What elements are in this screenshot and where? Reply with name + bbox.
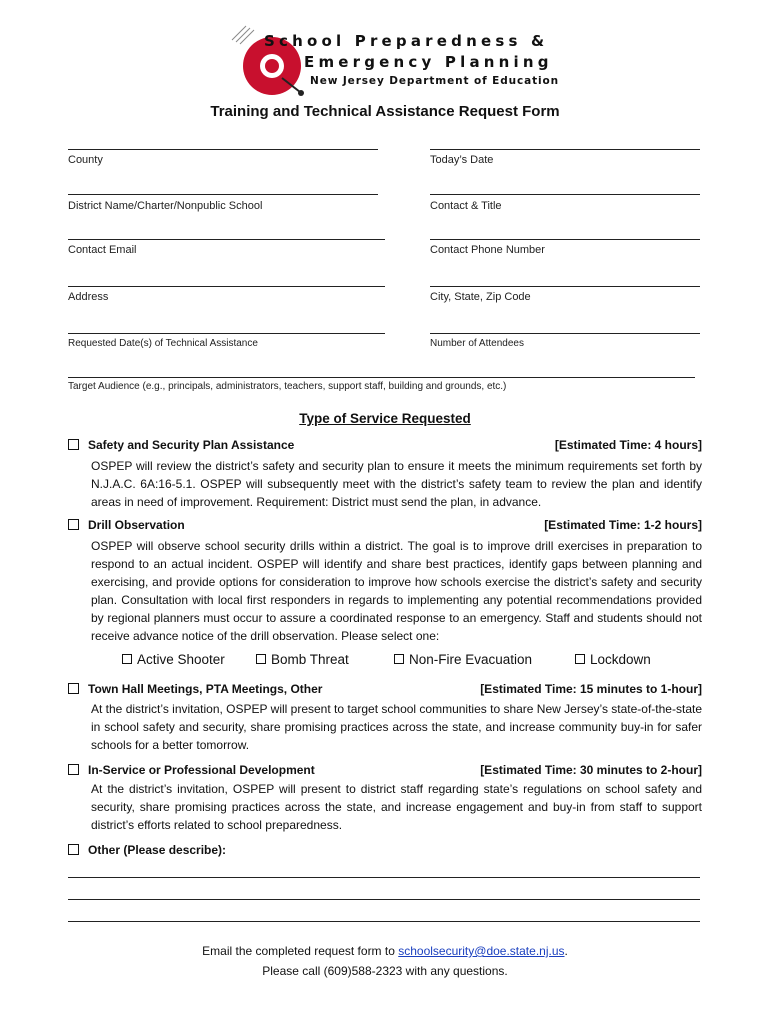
option-label: Active Shooter <box>137 652 225 667</box>
target-audience-label: Target Audience (e.g., principals, administrators, teachers, support staff, building and grounds, etc.) <box>68 381 507 392</box>
other-description-line-3[interactable] <box>68 921 700 922</box>
requested-dates-line[interactable] <box>68 333 385 334</box>
service-safety-plan[interactable] <box>68 438 702 452</box>
address-line[interactable] <box>68 286 385 287</box>
option-label: Lockdown <box>590 652 651 667</box>
option-label: Non-Fire Evacuation <box>409 652 533 667</box>
service-name: In-Service or Professional Development <box>88 763 315 777</box>
attendees-label: Number of Attendees <box>430 338 524 349</box>
service-description: At the district’s invitation, OSPEP will present to target school communities to share New Jersey’s state-of-the-state in school safety and security, share promising practices across the state, and increase community buy-in for safer schools for a better tomorrow. <box>91 702 702 752</box>
logo-line3: New Jersey Department of Education <box>310 75 560 87</box>
todays-date-label: Today’s Date <box>430 154 494 166</box>
checkbox-icon[interactable] <box>122 654 132 664</box>
email-link[interactable]: schoolsecurity@doe.state.nj.us <box>398 944 565 958</box>
contact-phone-label: Contact Phone Number <box>430 244 545 256</box>
checkbox-icon[interactable] <box>68 683 79 694</box>
other-description-line-2[interactable] <box>68 899 700 900</box>
address-label: Address <box>68 291 109 303</box>
attendees-line[interactable] <box>430 333 700 334</box>
service-town-hall[interactable] <box>68 682 702 696</box>
checkbox-icon[interactable] <box>68 764 79 775</box>
option-bomb-threat[interactable] <box>256 652 349 667</box>
district-label: District Name/Charter/Nonpublic School <box>68 200 263 212</box>
service-description: OSPEP will review the district’s safety and security plan to ensure it meets the minimum requirements set forth by N.J.A.C. 6A:16-5.1. OSPEP will subsequently meet with the district’s safety team to review the plan and identify areas in need of improvement. Requirement: District must send the plan, in advance. <box>91 459 702 509</box>
service-estimate: [Estimated Time: 15 minutes to 1-hour] <box>480 682 702 696</box>
service-description: OSPEP will observe school security drills within a district. The goal is to improve drill exercises in preparation to respond to an actual incident. OSPEP will identify and share best practices, identify gaps between planning and exercising, and provide options for consideration to improve how schools exercise the district’s safety and security plan. Consultation with local first responders in regards to implementing any potential recommendations provided by regional planners must occur to assure a coordinated response to an emergency. Staff and students should not receive advance notice of the drill observation. Please select one: <box>91 539 702 643</box>
option-non-fire-evacuation[interactable] <box>394 652 532 667</box>
phone-instruction: Please call (609)588-2323 with any questions. <box>262 964 508 978</box>
todays-date-line[interactable] <box>430 149 700 150</box>
service-name: Drill Observation <box>88 518 185 532</box>
service-estimate: [Estimated Time: 1-2 hours] <box>544 518 702 532</box>
section-title: Type of Service Requested <box>299 411 471 426</box>
option-label: Bomb Threat <box>271 652 349 667</box>
logo-line1: School Preparedness & <box>264 32 549 50</box>
contact-phone-line[interactable] <box>430 239 700 240</box>
service-name: Town Hall Meetings, PTA Meetings, Other <box>88 682 323 696</box>
service-drill-observation[interactable] <box>68 518 702 532</box>
email-instruction <box>0 944 770 958</box>
service-estimate: [Estimated Time: 30 minutes to 2-hour] <box>480 763 702 777</box>
city-state-zip-label: City, State, Zip Code <box>430 291 531 303</box>
service-in-service[interactable] <box>68 763 702 777</box>
city-state-zip-line[interactable] <box>430 286 700 287</box>
checkbox-icon[interactable] <box>256 654 266 664</box>
service-name: Other (Please describe): <box>88 843 227 857</box>
contact-email-label: Contact Email <box>68 244 137 256</box>
email-suffix: . <box>564 944 568 958</box>
service-other[interactable] <box>68 843 702 857</box>
email-prefix: Email the completed request form to <box>202 944 399 958</box>
county-line[interactable] <box>68 149 378 150</box>
district-line[interactable] <box>68 194 378 195</box>
logo-line2: Emergency Planning <box>304 53 553 71</box>
other-description-line-1[interactable] <box>68 877 700 878</box>
service-name: Safety and Security Plan Assistance <box>88 438 295 452</box>
requested-dates-label: Requested Date(s) of Technical Assistance <box>68 338 258 349</box>
checkbox-icon[interactable] <box>68 519 79 530</box>
contact-title-label: Contact & Title <box>430 200 502 212</box>
county-label: County <box>68 154 103 166</box>
checkbox-icon[interactable] <box>68 439 79 450</box>
target-audience-line[interactable] <box>68 377 695 378</box>
service-estimate: [Estimated Time: 4 hours] <box>554 438 702 452</box>
contact-title-line[interactable] <box>430 194 700 195</box>
option-lockdown[interactable] <box>575 652 651 667</box>
checkbox-icon[interactable] <box>575 654 585 664</box>
checkbox-icon[interactable] <box>68 844 79 855</box>
page-title: Training and Technical Assistance Request Form <box>210 103 560 120</box>
logo <box>228 22 560 94</box>
checkbox-icon[interactable] <box>394 654 404 664</box>
contact-email-line[interactable] <box>68 239 385 240</box>
service-description: At the district’s invitation, OSPEP will present to district staff regarding state’s regulations on school safety and security, share promising practices across the state, and increase engagement and buy-in from staff to support district’s efforts related to school preparedness. <box>91 782 702 832</box>
option-active-shooter[interactable] <box>122 652 225 667</box>
